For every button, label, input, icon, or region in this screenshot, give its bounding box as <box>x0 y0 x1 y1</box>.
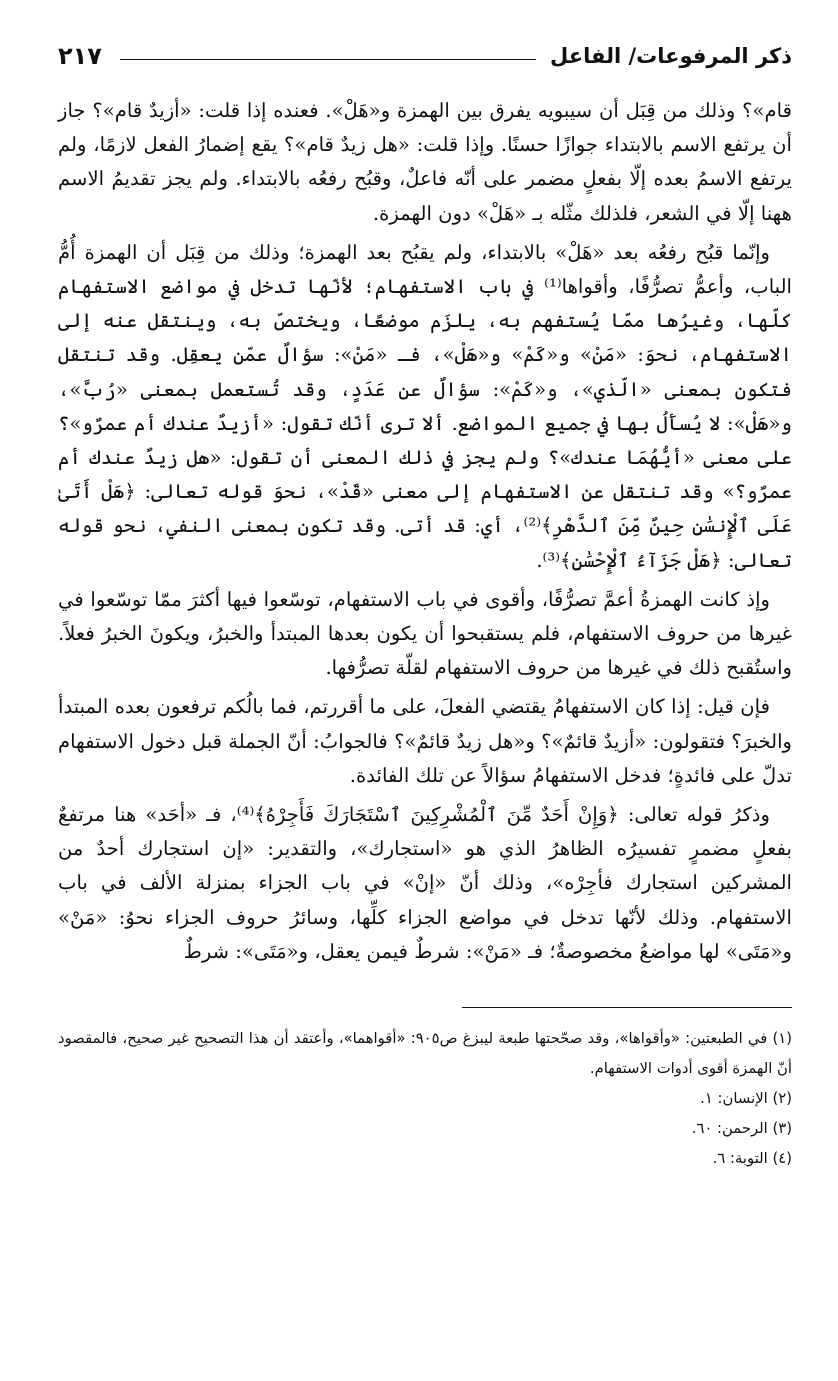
footnote: (٢) الإنسان: ١. <box>700 1090 792 1108</box>
footnote-divider <box>462 1007 792 1008</box>
paragraph: قام»؟ وذلك من قِبَل أن سيبويه يفرق بين الهمزة و«هَلْ». فعنده إذا قلت: «أزيدٌ قام»؟ جاز أن يرتفع الاسم بالابتداء جوازًا حسنًا. وإذا قلت: «هل زيدٌ قام»؟ يقع إضمارُ الفعل لازمًا، ولم يرتفع الاسمُ بعده إلّا بفعلٍ مضمر على أنّه فاعلٌ، وقبُح رفعُه بالابتداء. ولم يجز تقديمُ الاسم ههنا إلّا في الشعر، فلذلك مثّله بـ «هَلْ» دون الهمزة. <box>58 99 792 225</box>
paragraph: وإذ كانت الهمزةُ أعمَّ تصرُّفًا، وأقوى في باب الاستفهام، توسّعوا فيها أكثرَ ممّا توسّعوا في غيرها من حروف الاستفهام، فلم يستقبحوا أن يكون بعدها المبتدأ والخبرُ، ويكونَ الخبرُ فعلاً. واستُقبح ذلك في غيرها من حروف الاستفهام لقلّة تصرُّفها. <box>58 587 792 680</box>
body-text <box>58 94 792 969</box>
footnote: (١) في الطبعتين: «وأقواها»، وقد صحّحتها طبعة ليبزغ ص٩٠٥: «أقواهما»، وأعتقد أن هذا التصحيح غير صحيح، فالمقصود أنّ الهمزة أقوى أدوات الاستفهام. <box>58 1030 792 1078</box>
footnotes <box>58 1024 792 1174</box>
footnote: (٤) التوبة: ٦. <box>712 1150 792 1168</box>
paragraph: وإنّما قبُح رفعُه بعد «هَلْ» بالابتداء، ولم يقبُح بعد الهمزة؛ وذلك من قِبَل أن الهمزة أُمُّ الباب، وأعمُّ تصرُّفًا، وأقواها⁽¹⁾ في باب الاستفهام؛ لأنّها تدخل في مواضع الاستفهام كلّها، وغيرُها ممّا يُستفهم به، يلزَم موضعًا، ويختصّ به، وينتقل عنه إلى الاستفهام، نحوَ: «مَنْ» و«كَمْ» و«هَلْ»، فـ «مَنْ»: سؤالٌ عمّن يعقِل. وقد تنتقل فتكون بمعنى «الّذي»، و«كَمْ»: سؤالٌ عن عَدَدٍ، وقد تُستعمل بمعنى «رُبَّ»، و«هَلْ»: لا يُسأَلُ بها في جميع المواضع. ألا ترى أنّك تقول: «أزيدٌ عندك أم عمرٌو»؟ على معنى «أيُّهُمَا عندك»؟ ولم يجز في ذلك المعنى أن تقول: «هل زيدٌ عندك أم عمرٌو؟» وقد تنتقل عن الاستفهام إلى معنى «قَدْ»، نحوَ قوله تعالى: ﴿هَلْ أَتَىٰ عَلَى ٱلْإِنسَٰنِ حِينٌ مِّنَ ٱلدَّهْرِ﴾⁽²⁾، أي: قد أتى. وقد تكون بمعنى النفي، نحو قوله تعالى: ﴿هَلْ جَزَآءُ ٱلْإِحْسَٰنِ﴾⁽³⁾. <box>58 240 793 572</box>
header-rule <box>120 59 536 60</box>
running-head: ذكر المرفوعات/ الفاعل <box>550 44 792 68</box>
page-header <box>58 38 792 74</box>
paragraph: فإن قيل: إذا كان الاستفهامُ يقتضي الفعلَ، على ما أقررتم، فما بالُكم ترفعون بعده المبتدأ والخبرَ؟ فتقولون: «أزيدٌ قائمٌ»؟ و«هل زيدٌ قائمٌ»؟ فالجوابُ: أنّ الجملة قبل دخول الاستفهام تدلّ على فائدةٍ؛ فدخل الاستفهامُ سؤالاً عن تلك الفائدة. <box>58 695 792 787</box>
footnote: (٣) الرحمن: ٦٠. <box>691 1120 792 1138</box>
paragraph: وذكرُ قوله تعالى: ﴿وَإِنْ أَحَدٌ مِّنَ ٱلْمُشْرِكِينَ ٱسْتَجَارَكَ فَأَجِرْهُ﴾⁽⁴⁾، فـ «أحَد» هنا مرتفعٌ بفعلٍ مضمرٍ تفسيرُه الظاهرُ الذي هو «استجارك»، والتقدير: «إن استجارك أحدٌ من المشركين استجارك فأجِرْه»، وذلك أنّ «إنْ» في باب الجزاء بمنزلة الألف في باب الاستفهام. وذلك لأنّها تدخل في مواضع الجزاء كلِّها، وسائرُ حروف الجزاء نحوُ: «مَنْ» و«مَتَى» لها مواضعُ مخصوصةٌ؛ فـ «مَنْ»: شرطٌ فيمن يعقل، و«مَتَى»: شرطٌ <box>58 803 792 963</box>
page-number: ٢١٧ <box>58 42 102 70</box>
